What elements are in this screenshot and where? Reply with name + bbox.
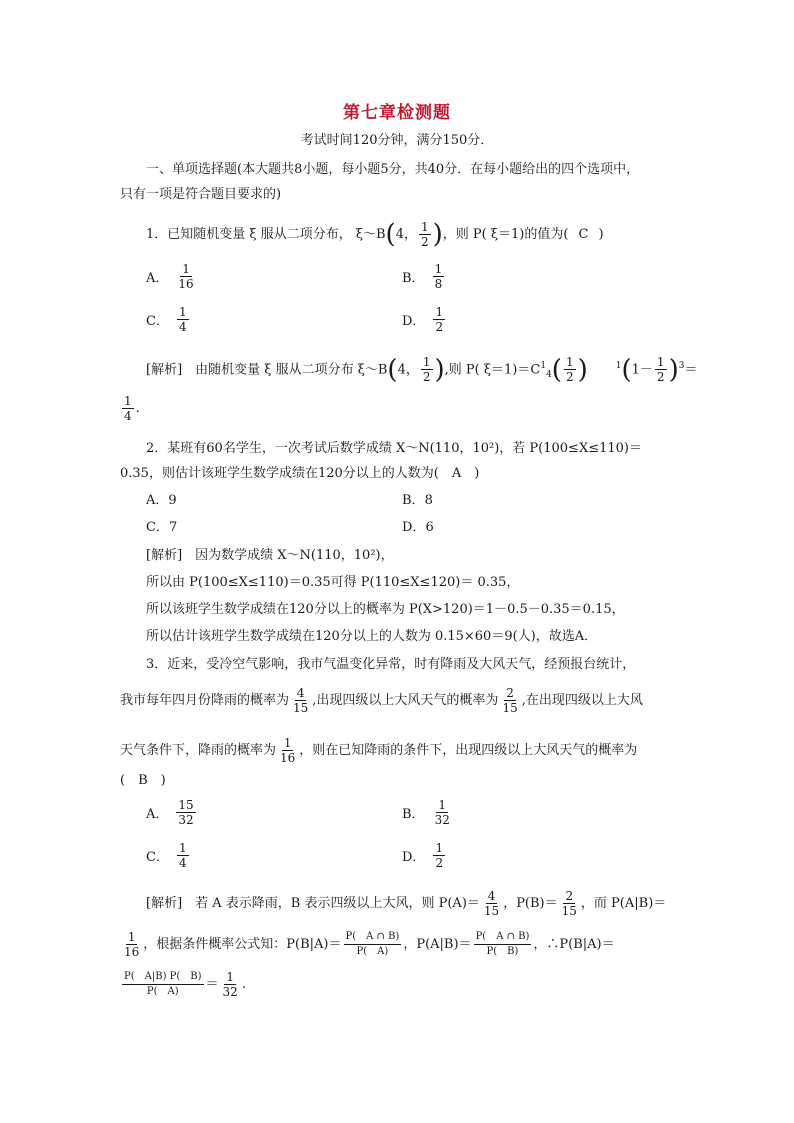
fraction: $\frac{1}{2}$ [420, 220, 429, 249]
q1-option-a: A． $\frac{1}{16}$ [146, 262, 194, 291]
question-1-stem: 1．已知随机变量 ξ 服从二项分布， ξ～B(4， $\frac{1}{2}$ )，则 P( ξ＝1)的值为( C ) [146, 219, 604, 250]
fraction: $\frac{4}{15}$ [483, 889, 500, 918]
exam-info: 考试时间120分钟，满分150分． [300, 133, 494, 148]
fraction: $\frac{1}{2}$ [435, 305, 444, 334]
answer: C [578, 227, 589, 242]
q2-analysis-line: 所以估计该班学生数学成绩在120分以上的人数为 0.15×60＝9(人)，故选A． [146, 629, 598, 644]
fraction: $\frac{P( A|B) P( B)}{P( A)}$ [124, 971, 202, 997]
fraction: $\frac{1}{32}$ [434, 798, 450, 827]
q1-option-d: D． $\frac{1}{2}$ [402, 305, 444, 334]
question-2-stem: 2．某班有60名学生，一次考试后数学成绩 X～N(110，10²)，若 P(100≤X≤110)＝ [146, 441, 642, 456]
fraction: $\frac{2}{15}$ [561, 889, 577, 918]
fraction: $\frac{1}{4}$ [178, 841, 187, 870]
q1-option-c: C． $\frac{1}{4}$ [146, 305, 187, 334]
q1-analysis-result: $\frac{1}{4}$ . [124, 394, 140, 423]
q2-analysis-line: [解析] 因为数学成绩 X～N(110，10²)， [146, 548, 394, 563]
q2-analysis-line: 所以由 P(100≤X≤110)＝0.35可得 P(110≤X≤120)＝ 0.35， [146, 575, 520, 590]
fraction: $\frac{2}{15}$ [502, 686, 518, 715]
fraction: $\frac{1}{32}$ [222, 970, 238, 999]
q2-option-d: D．6 [402, 520, 434, 535]
q1-analysis: [解析] 由随机变量 ξ 服从二项分布 ξ～B(4， $\frac{1}{2}$ ),则 P( $\xi=1)=C^1_4$( $\frac{1}{2}$ ) $^1$(1－ $\frac{1}{2}$ )$^3$＝ [146, 354, 698, 385]
q2-option-c: C．7 [146, 520, 178, 535]
fraction: $\frac{1}{16}$ [178, 262, 194, 291]
q3-analysis: [解析] 若 A 表示降雨，B 表示四级以上大风，则 P(A)＝ $\frac{4}{15}$ ，P(B)＝ $\frac{2}{15}$ ，而 P(A|B)＝ [146, 889, 667, 918]
section-heading-cont: 只有一项是符合题目要求的) [120, 187, 282, 202]
q3-analysis-cont: $\frac{1}{16}$ ，根据条件概率公式知：P(B|A)＝ $\frac{P( A \cap B)}{P( A)}$ ，P(A|B)＝ $\frac{P( A \cap B)}{P( B)}$ ，∴P(B|A)＝ [124, 930, 615, 959]
fraction: $\frac{1}{2}$ [435, 841, 444, 870]
q3-analysis-result: $\frac{P( A|B) P( B)}{P( A)}$ ＝ $\frac{1}{32}$ . [124, 970, 246, 999]
fraction: $\frac{1}{16}$ [280, 736, 296, 765]
q3-option-d: D． $\frac{1}{2}$ [402, 841, 444, 870]
q2-option-a: A．9 [146, 493, 177, 508]
fraction: $\frac{1}{4}$ [124, 394, 132, 423]
fraction: $\frac{1}{2}$ [656, 355, 665, 385]
section-heading: 一、单项选择题(本大题共8小题，每小题5分，共40分．在每小题给出的四个选项中， [146, 162, 640, 177]
question-3-stem-cont: 我市每年四月份降雨的概率为 $\frac{4}{15}$ ,出现四级以上大风天气的概率为 $\frac{2}{15}$ ,在出现四级以上大风 [120, 686, 643, 715]
question-3-answer: ( B ) [120, 773, 166, 788]
question-2-stem-cont: 0.35，则估计该班学生数学成绩在120分以上的人数为( A ) [120, 466, 480, 481]
fraction: $\frac{4}{15}$ [293, 686, 309, 715]
q2-analysis-line: 所以该班学生数学成绩在120分以上的概率为 P(X>120)＝1－0.5－0.35＝0.15， [146, 602, 625, 617]
fraction: $\frac{1}{2}$ [422, 355, 431, 385]
fraction: $\frac{15}{32}$ [178, 798, 194, 827]
q1-option-b: B． $\frac{1}{8}$ [402, 262, 443, 291]
q3-option-b: B． $\frac{1}{32}$ [402, 798, 450, 827]
fraction: $\frac{P( A \cap B)}{P( A)}$ [345, 931, 400, 957]
fraction: $\frac{1}{2}$ [565, 355, 574, 385]
fraction: $\frac{P( A \cap B)}{P( B)}$ [475, 931, 530, 957]
fraction: $\frac{1}{16}$ [124, 930, 140, 959]
fraction: $\frac{1}{4}$ [178, 305, 187, 334]
question-3-stem-cont: 天气条件下，降雨的概率为 $\frac{1}{16}$ ，则在已知降雨的条件下，出现四级以上大风天气的概率为 [120, 736, 638, 765]
q3-option-c: C． $\frac{1}{4}$ [146, 841, 187, 870]
q3-option-a: A． $\frac{15}{32}$ [146, 798, 194, 827]
fraction: $\frac{1}{8}$ [434, 262, 443, 291]
question-3-stem: 3．近来，受冷空气影响，我市气温变化异常，时有降雨及大风天气，经预报台统计， [146, 657, 636, 672]
q2-option-b: B．8 [402, 493, 433, 508]
page-title: 第七章检测题 [343, 103, 451, 123]
